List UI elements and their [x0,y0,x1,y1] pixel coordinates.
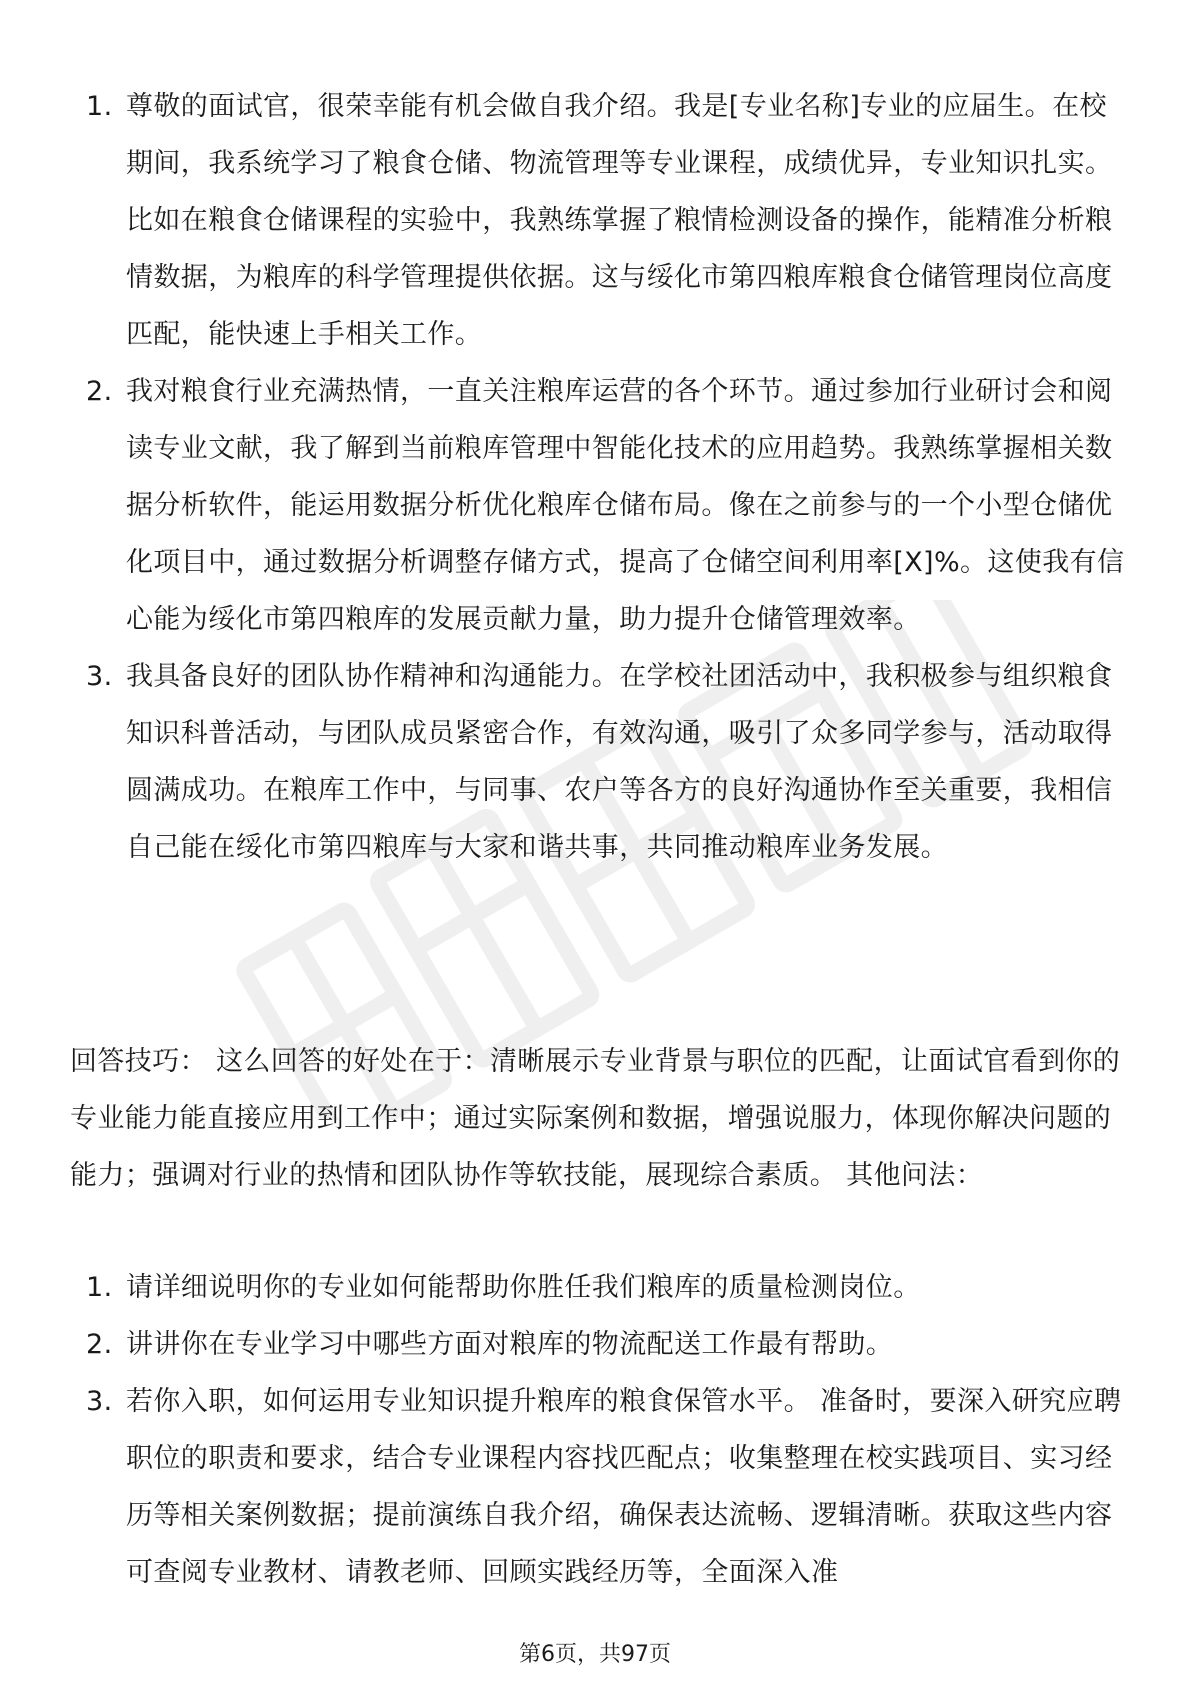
question-list [70,1259,1130,1601]
list-item-number: 3. [86,661,113,692]
list-item [70,1373,1130,1601]
list-item-text: 尊敬的面试官，很荣幸能有机会做自我介绍。我是[专业名称]专业的应届生。在校期间，我系统学习了粮食仓储、物流管理等专业课程，成绩优异，专业知识扎实。比如在粮食仓储课程的实验中，我熟练掌握了粮情检测设备的操作，能精准分析粮情数据，为粮库的科学管理提供依据。这与绥化市第四粮库粮食仓储管理岗位高度匹配，能快速上手相关工作。 [126,91,1113,350]
list-item-text: 我对粮食行业充满热情，一直关注粮库运营的各个环节。通过参加行业研讨会和阅读专业文献，我了解到当前粮库管理中智能化技术的应用趋势。我熟练掌握相关数据分析软件，能运用数据分析优化粮库仓储布局。像在之前参与的一个小型仓储优化项目中，通过数据分析调整存储方式，提高了仓储空间利用率[X]%。这使我有信心能为绥化市第四粮库的发展贡献力量，助力提升仓储管理效率。 [126,376,1125,635]
page-indicator: 第6页，共97页 [519,1642,671,1667]
list-item [70,78,1130,363]
list-item-text: 我具备良好的团队协作精神和沟通能力。在学校社团活动中，我积极参与组织粮食知识科普活动，与团队成员紧密合作，有效沟通，吸引了众多同学参与，活动取得圆满成功。在粮库工作中，与同事、农户等各方的良好沟通协作至关重要，我相信自己能在绥化市第四粮库与大家和谐共事，共同推动粮库业务发展。 [126,661,1113,863]
answer-list [70,78,1130,876]
list-item-number: 2. [86,1329,113,1360]
list-item-text: 若你入职，如何运用专业知识提升粮库的粮食保管水平。 准备时，要深入研究应聘职位的职责和要求，结合专业课程内容找匹配点；收集整理在校实践项目、实习经历等相关案例数据；提前演练自我介绍，确保表达流畅、逻辑清晰。获取这些内容可查阅专业教材、请教老师、回顾实践经历等，全面深入准 [126,1386,1122,1588]
list-item-number: 2. [86,376,113,407]
list-item-number: 1. [86,1272,113,1303]
tips-paragraph: 回答技巧： 这么回答的好处在于：清晰展示专业背景与职位的匹配，让面试官看到你的专业能力能直接应用到工作中；通过实际案例和数据，增强说服力，体现你解决问题的能力；强调对行业的热情和团队协作等软技能，展现综合素质。 其他问法： [70,1046,1121,1191]
list-item-text: 请详细说明你的专业如何能帮助你胜任我们粮库的质量检测岗位。 [126,1272,921,1303]
list-item [70,1259,1130,1316]
list-item [70,648,1130,876]
list-item-number: 3. [86,1386,113,1417]
list-item-number: 1. [86,91,113,122]
list-item [70,363,1130,648]
list-item-text: 讲讲你在专业学习中哪些方面对粮库的物流配送工作最有帮助。 [126,1329,894,1360]
list-item [70,1316,1130,1373]
